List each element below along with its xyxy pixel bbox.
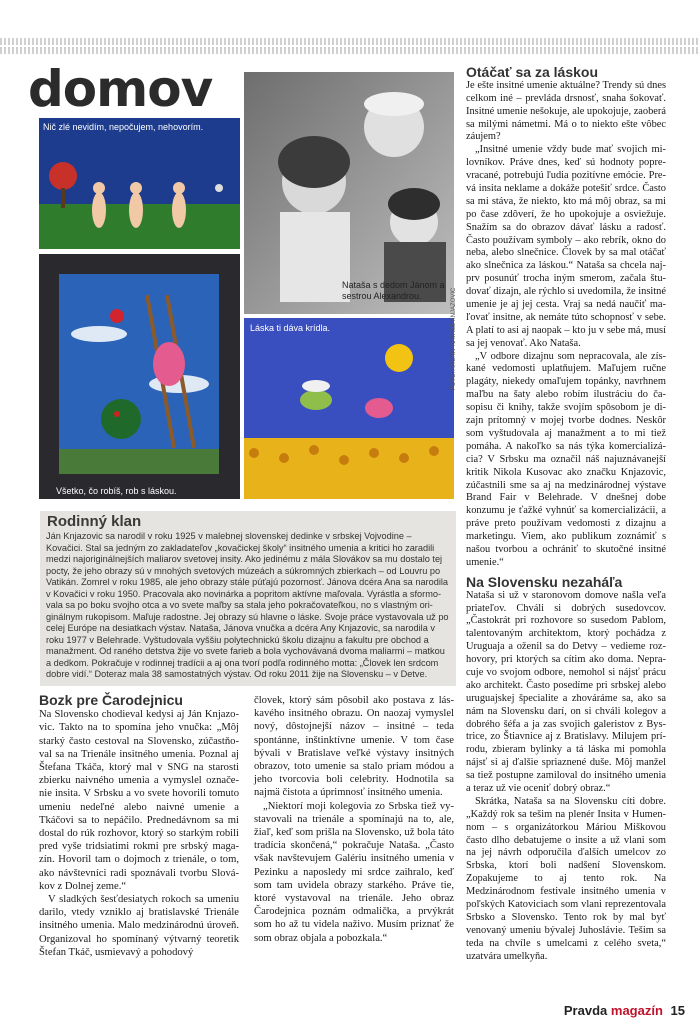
col3-paragraph: „Insitné umenie vždy bude mať svojich milovníkov. Práve dnes, keď sú hodnoty poprevracané, potrebujú ľudia pozitívne emócie. Prevá insita neklame a dokáže potešiť srdce. Často sa mi stáva, že niekto, kto má môj obraz, sa mi po čase zdôverí, že ho upokojuje a osviežuje. Snažím sa do obrazov dávať lásku a radosť. Často používam symboly – ako rebrík, okno do neba, alebo slnečnice. Človek by sa mal otáčať ako slnečnica za láskou.“ Nataša sa chcela najprv posunúť trocha iným smerom, začala študovať dizajn, ale rýchlo si uvedomila, že insitné umenie je aj jej cesta. Vraj sa nedá naučiť maľovať insitne, ak nemáte túto schopnosť v sebe. A platí to asi aj naopak – kto ju v sebe má, musí sa jej venovať. Ako Nataša. [466,144,666,349]
painting-do-with-love [39,254,240,499]
col3-title-1: Otáčať sa za láskou [466,64,598,80]
painting-see-no-evil [39,118,240,249]
painting-love-gives-wings-image [244,318,454,499]
col3-paragraph: „V odbore dizajnu som nepracovala, ale získané vedomosti uplatňujem. Maľujem ručne plagáty, niekedy omaľujem topánky, navrhnem maľbu na šaty alebo robím ilustráciu do časopisu či knihy, takže svojím spôsobom je dizajn prítomný v mojej tvorbe dodnes. Neskôr som vyštudovala aj manažment a to mi tiež pomáha. A nakoľko sa nás týka komercializácia? V Srbsku ma označil náš najuznávanejší kritik Nikola Kusovac ako značku Knjazovic, zúčastnili sme sa aj na medzinárodnej výstave Brand Fair v Belehrade. V dnešnej dobe konzumu je ťažké vyhnúť sa komercializácii, a práve preto používam vedomosti z dizajnu a marketingu. Viem, ako publikum zoznámiť s našou tvorbou a ochrániť to skutočné insitné umenie.“ [466,350,666,568]
caption-painting2: Všetko, čo robíš, rob s láskou. [56,486,177,496]
top-stripe [0,38,699,54]
col3-paragraph: Nataša si už v staronovom domove našla veľa priateľov. Chváli si dobrých susedovcov. „Častokrát pri rozhovore so susedom Pablom, talentovaným architektom, ktorý pochádza z Uruguaja a oženil sa do Detvy – vedieme rozhovory, pri ktorých sa cítim ako doma. Nepracuje vo svojom odbore, nemohol si nájsť prácu ako architekt. Často posedíme pri srbskej alebo uruguajskej špecialite a zhováráme sa, ako sa nám na Slovensku darí, on si chváli kolegov a dobrého šéfa a ja zas svojich galeristov z Bystrice, zo Štiavnice aj z Bratislavy. Milujem prírodu, zbieram bylinky a tá láska mi pomohla nájsť si aj ďalšie spriaznené duše. Môj manžel sa tiež postupne zamiloval do insitného umenia a teraz už vie oceniť dobrý obraz.“ [466,589,666,794]
page-footer [564,1003,685,1018]
family-photo [244,72,454,314]
column-1 [39,694,239,959]
column-2 [254,694,454,945]
caption-photo: Nataša s dedom Jánom a sestrou Alexandrou. [342,280,445,301]
col3-title-2: Na Slovensku nezaháľa [466,573,623,590]
col2-paragraph: človek, ktorý sám pôsobil ako postava z láskavého insitného obrazu. On naozaj vymyslel nový, dôstojnejší názov – insitné – teda spontánne, inštinktívne umenie. V tom čase bývali v Bratislave veľké výstavy insitných obrazov, toto umenie sa stalo priam módou a jeho tvorcovia boli celebrity. Hodnotila sa najmä čistota a úprimnosť insitného umenia. [254,695,454,799]
col1-title: Bozk pre Čarodejnicu [39,692,183,708]
col3-paragraph: Skrátka, Nataša sa na Slovensku cíti dobre. „Každý rok sa tešim na plenér Insita v Humennom – s organizátorkou Máriou Miškovou často dlho debatujeme o insite a už vlani som na jej návrh odporučila ďalších umelcov zo Srbska, ktorí boli nadšení Slovenskom. Zopakujeme to aj tento rok. Na Medzinárodnom festivale insitného umenia v poľských Katoviciach som vlani reprezentovala Srbsko a Slovensko. Tento rok by mal byť venovaný umeniu bývalej Juhoslávie. Tešim sa teda na chvíle s umelcami z celého sveta,“ uzatvára umelkyňa. [466,795,666,962]
caption-painting1: Nič zlé nevidím, nepočujem, nehovorím. [43,122,204,132]
family-clan-box [40,511,456,686]
family-photo-image [244,72,454,314]
col3-paragraph: Je ešte insitné umenie aktuálne? Trendy sú dnes celkom iné – prevláda drsnosť, snaha šokovať. Insitné umenie nešokuje, ale upokojuje, zaoberá sa milými námetmi. Má o to niekto ešte vôbec záujem? [466,79,666,143]
col1-paragraph: Na Slovensko chodieval kedysi aj Ján Knjazovic. Takto na to spomína jeho vnučka: „Môj starký často cestoval na Slovensko, zúčastňoval sa na Trienále insitného umenia. Poznal aj Štefana Tkáča, ktorý mal v SNG na starosti zbierku naivného umenia a vymyslel označenie insita. V Srbsku a vo svete hovorili tomuto umeniu nedeľné alebo naivné umenie a Tkáčovi sa to nepáčilo. Prednedávnom sa mi dostal do rúk rozhovor, ktorý so starkým robili pred vyše tridsiatimi rokmi pre srbský magazín. Hovoril tam o dojmoch z trienále, o tom, ako návštevníci radi spoznávali tvorbu Slovákov z Dolnej zeme.“ [39,709,239,892]
box-title: Rodinný klan [47,513,142,530]
column-3 [466,66,666,963]
col1-paragraph: V sladkých šesťdesiatych rokoch sa umeniu darilo, vtedy vzniklo aj bratislavské Trienále insitného umenia. Malo medzinárodnú úroveň. Organizoval ho spomínaný výtvarný teoretik Štefan Tkáč, usmievavý a pohodový [39,894,239,958]
painting-love-gives-wings [244,318,454,499]
painting-do-with-love-image [39,254,240,499]
painting-see-no-evil-image [39,118,240,249]
footer-magazine: magazín [610,1003,663,1018]
col2-paragraph: „Niektorí moji kolegovia zo Srbska tiež vystavovali na trienále a spomínajú na to, ale, žiaľ, keď som prišla na Slovensko, už bola táto tradícia skončená,“ pokračuje Nataša. „Často však navštevujem Galériu insitného umenia v Pezinku a naposledy mi srdce zaihralo, keď som tam uvidela obrazy starkého. Práve tie, ktoré vystavoval na trienále. Jeho obraz Čarodejnica poznám odmalička, a prvýkrát som ho až tu videla naživo. Musím priznať že som obraz objala a pobozkala.“ [254,800,454,944]
section-title: domov [28,60,213,118]
footer-brand: Pravda [563,1003,608,1018]
photo-credit: FOTO: ARCHÍV NATAŠE KNJAZOVIC [451,287,457,390]
box-text: Ján Knjazovic sa narodil v roku 1925 v malebnej slovenskej dedinke v srbskej Vojvodine – Kovačici. Stal sa jedným zo zakladateľov „kovačickej školy“ insitného umenia a kritici ho zaradili medzi najoriginálnejších maliarov svetovej insity. Ako jedinému z mála Slovákov sa mu dostalo tej pocty, že jeho obrazy sú v mnohých svetových múzeách a súkromných zbierkach – od Louvru po Vatikán. Zomrel v roku 1985, ale jeho obrazy stále púťajú pozornosť. Jánova dcéra Ana sa narodila v Kovačici v roku 1950. Pracovala ako novinárka a popritom aktívne maľovala. Vyrástla a sformovala sa po boku svojho otca a vo svete maľby sa stala jeho pokračovateľkou, no s vlastným originálnym rukopisom. Maľuje radostne. Jej obrazy sú hlavne o láske. Svoje práce vystavovala už po celej Európe na desiatkach výstav. Nataša, Jánova vnučka a dcéra Any Knjazovic, sa narodila v roku 1977 v Belehrade. Vyštudovala vyššiu polytechnickú školu dizajnu a fakultu pre obchod a manažment. Od raného detstva žije vo svete farieb a bola vychovávaná dvoma maliarmi – matkou a dedkom. Pokračuje v rodinnej tradícii a aj ona tvorí podľa rodinného motta: „Človek len srdcom dobre vidí.“ Doteraz mala 38 samostatných výstav. Od roku 2011 žije na Slovensku – v Detve. [46,531,449,679]
page-number: 15 [670,1003,685,1018]
caption-painting3: Láska ti dáva krídla. [250,323,331,333]
